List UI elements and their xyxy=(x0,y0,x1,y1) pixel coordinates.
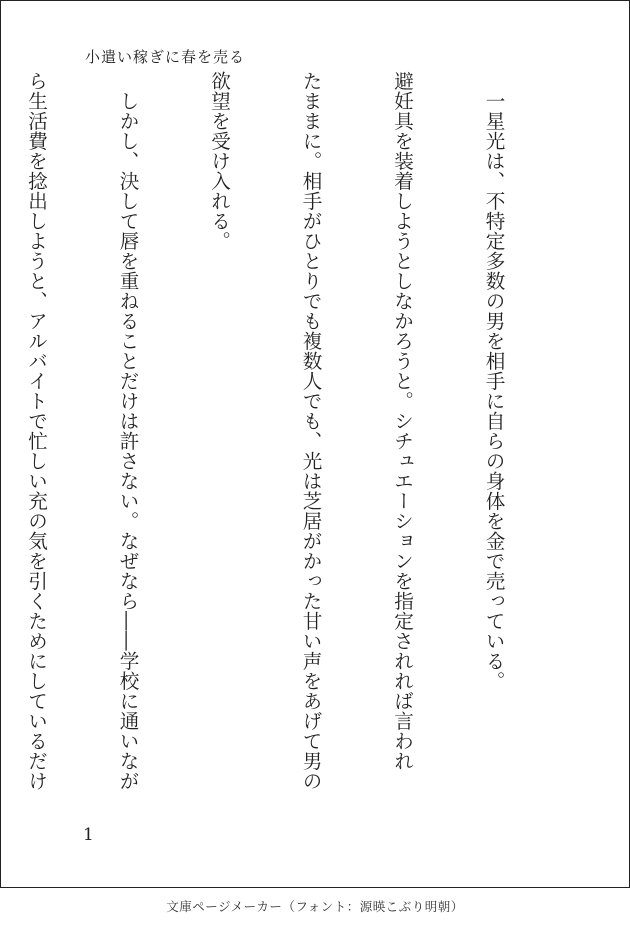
vertical-body-text xyxy=(0,71,569,806)
text-line: 一星光は、不特定多数の男を相手に自らの身体を金で売っている。 xyxy=(482,71,505,691)
footer-caption: 文庫ページメーカー（フォント：源暎こぶり明朝） xyxy=(166,899,464,914)
text-line: ら生活費を捻出しようと、アルバイトで忙しい充の気を引くためにしているだけ xyxy=(24,71,48,791)
page-number: 1 xyxy=(83,825,94,845)
chapter-title: 小遣い稼ぎに春を売る xyxy=(85,48,246,66)
text-line: しかし、決して唇を重ねることだけは許さない。なぜなら――学校に通いなが xyxy=(116,71,139,791)
text-line: 避妊具を装着しようとしなかろうと。シチュエーションを指定されれば言われ xyxy=(390,71,414,771)
text-line: たままに。相手がひとりでも複数人でも、光は芝居がかった甘い声をあげて男の xyxy=(299,71,322,791)
text-line: 欲望を受け入れる。 xyxy=(207,71,231,251)
